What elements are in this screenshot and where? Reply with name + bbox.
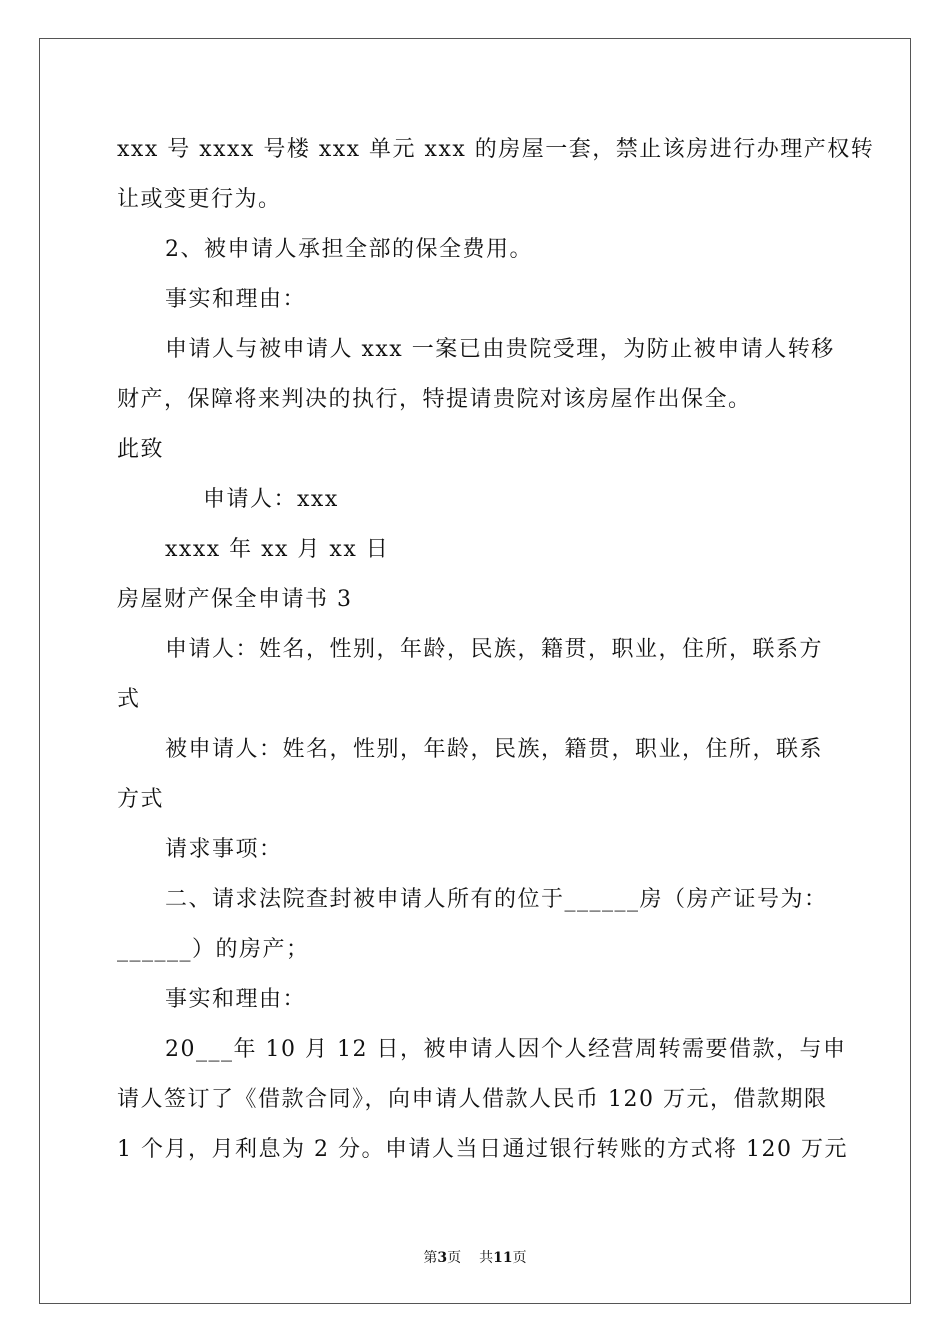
section-heading: 请求事项：	[165, 837, 283, 862]
document-title: 房屋财产保全申请书 3	[117, 587, 353, 612]
text-line: 请人签订了《借款合同》，向申请人借款人民币 120 万元，借款期限	[117, 1087, 828, 1112]
text-line: 让或变更行为。	[117, 187, 282, 212]
date-line: xxxx 年 xx 月 xx 日	[165, 537, 390, 562]
text-line: 1 个月，月利息为 2 分。申请人当日通过银行转账的方式将 120 万元	[117, 1137, 848, 1162]
applicant-signature: 申请人：xxx	[203, 487, 339, 512]
page-suffix: 页	[447, 1250, 462, 1266]
text-line: 式	[117, 687, 141, 712]
salutation: 此致	[117, 437, 165, 462]
text-line: 申请人与被申请人 xxx 一案已由贵院受理，为防止被申请人转移	[165, 337, 835, 362]
page-total: 11	[493, 1250, 513, 1266]
text-line: 财产，保障将来判决的执行，特提请贵院对该房屋作出保全。	[117, 387, 752, 412]
total-prefix: 共	[479, 1250, 494, 1266]
section-heading: 事实和理由：	[165, 987, 307, 1012]
total-suffix: 页	[512, 1250, 527, 1266]
text-line: 申请人：姓名，性别，年龄，民族，籍贯，职业，住所，联系方	[165, 637, 824, 662]
section-heading: 事实和理由：	[165, 287, 307, 312]
text-line: 二、请求法院查封被申请人所有的位于______房（房产证号为：	[165, 887, 828, 912]
page-prefix: 第	[423, 1250, 438, 1266]
page-footer	[0, 1249, 950, 1267]
text-line: ______）的房产；	[117, 937, 310, 962]
text-line: 2、被申请人承担全部的保全费用。	[165, 237, 533, 262]
page-current: 3	[437, 1250, 448, 1266]
text-line: xxx 号 xxxx 号楼 xxx 单元 xxx 的房屋一套，禁止该房进行办理产权转	[117, 137, 875, 162]
text-line: 方式	[117, 787, 165, 812]
text-line: 20___年 10 月 12 日，被申请人因个人经营周转需要借款，与申	[165, 1037, 847, 1062]
text-line: 被申请人：姓名，性别，年龄，民族，籍贯，职业，住所，联系	[165, 737, 824, 762]
